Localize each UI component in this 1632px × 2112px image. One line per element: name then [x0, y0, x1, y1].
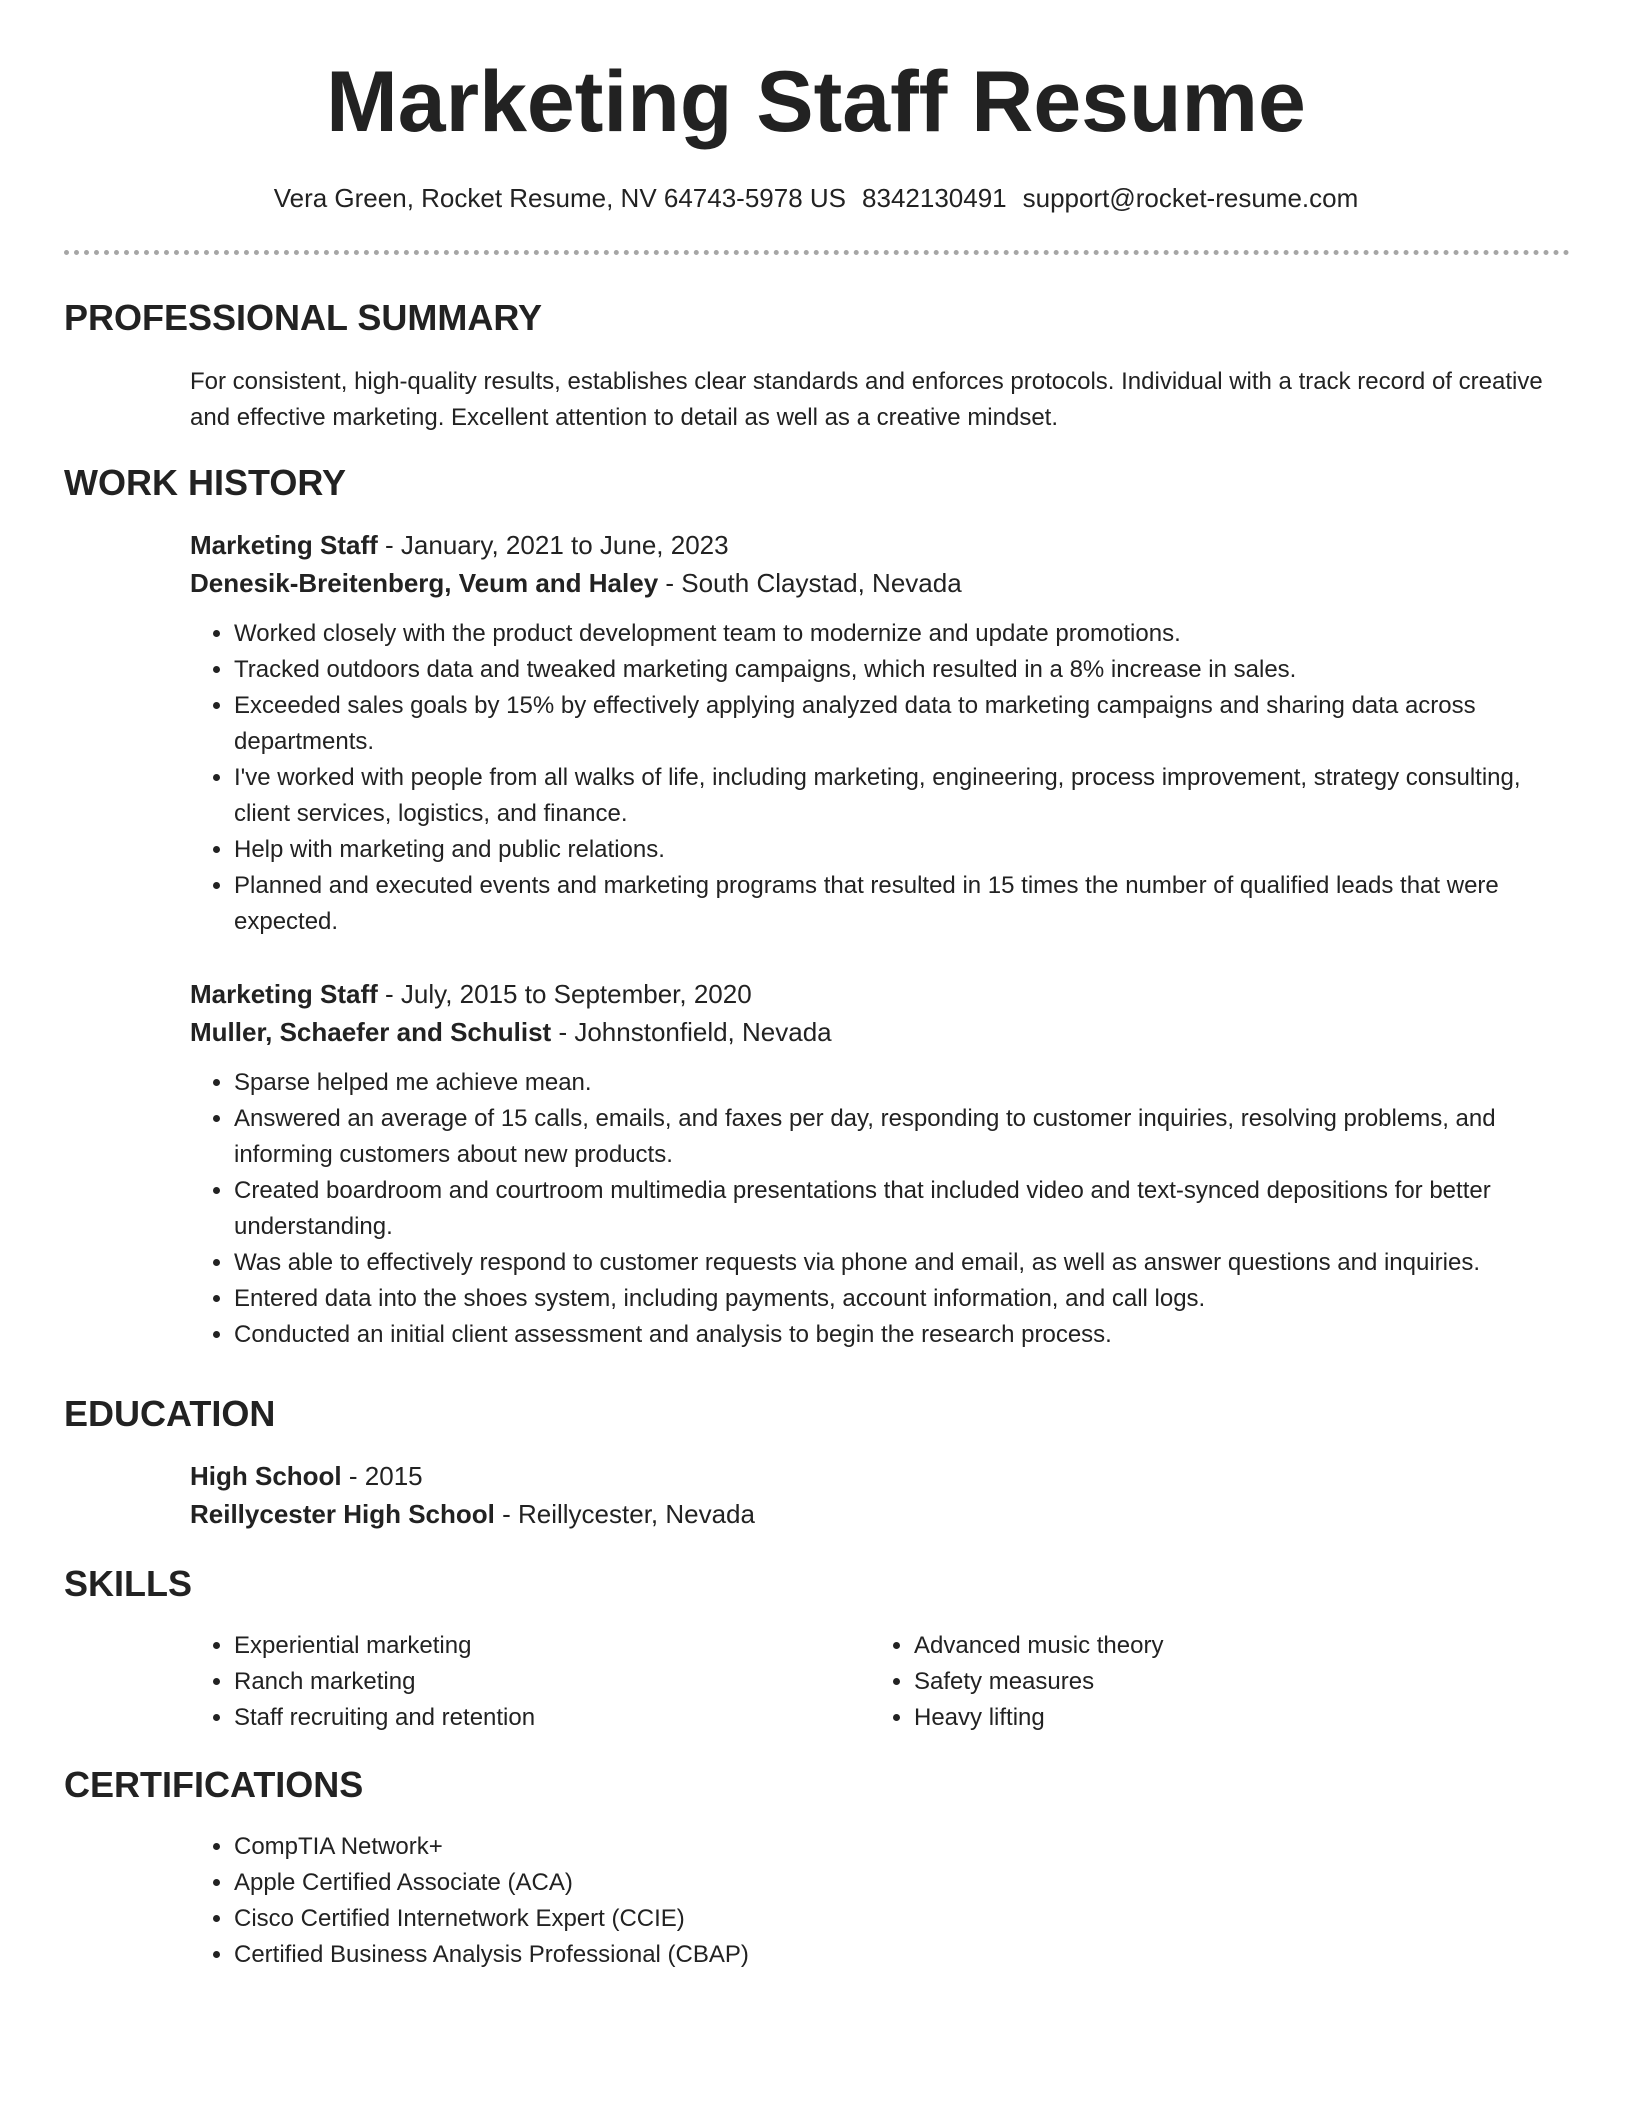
- list-item: • Help with marketing and public relations.: [234, 832, 1570, 868]
- job-company: Denesik-Breitenberg, Veum and Haley: [190, 568, 659, 598]
- job-company-line: [190, 1013, 1570, 1051]
- job-bullets: [190, 616, 1570, 940]
- education-section: [190, 1457, 1570, 1533]
- job-title: Marketing Staff: [190, 530, 378, 560]
- skills-column-right: [870, 1628, 1550, 1736]
- job-title: Marketing Staff: [190, 979, 378, 1009]
- skills-heading: SKILLS: [64, 1563, 193, 1604]
- list-item: • Ranch marketing: [234, 1664, 870, 1700]
- list-item: • Worked closely with the product development team to modernize and update promotions.: [234, 616, 1570, 652]
- education-degree: High School: [190, 1461, 342, 1491]
- list-item: • Cisco Certified Internetwork Expert (CCIE): [234, 1901, 1570, 1937]
- certifications-heading: CERTIFICATIONS: [64, 1764, 364, 1805]
- certifications-list: [190, 1829, 1570, 1973]
- education-school: Reillycester High School: [190, 1499, 495, 1529]
- list-item: • Staff recruiting and retention: [234, 1700, 870, 1736]
- header-divider: [64, 250, 1570, 255]
- skills-list-left: [190, 1628, 870, 1736]
- list-item: • Sparse helped me achieve mean.: [234, 1065, 1570, 1101]
- contact-address: Vera Green, Rocket Resume, NV 64743-5978 US: [273, 183, 847, 213]
- contact-phone: 8342130491: [862, 183, 1007, 213]
- contact-line: [0, 180, 1632, 216]
- list-item: • I've worked with people from all walks of life, including marketing, engineering, process improvement, strategy consulting, client services, logistics, and finance.: [234, 760, 1570, 832]
- list-item: • CompTIA Network+: [234, 1829, 1570, 1865]
- list-item: • Exceeded sales goals by 15% by effectively applying analyzed data to marketing campaigns and sharing data across departments.: [234, 688, 1570, 760]
- job-dates: - January, 2021 to June, 2023: [377, 530, 729, 560]
- list-item: • Heavy lifting: [914, 1700, 1550, 1736]
- education-school-line: [190, 1495, 1570, 1533]
- job-company-line: [190, 564, 1570, 602]
- list-item: • Created boardroom and courtroom multimedia presentations that included video and text-synced depositions for better understanding.: [234, 1173, 1570, 1245]
- skills-list-right: [870, 1628, 1550, 1736]
- list-item: • Certified Business Analysis Professional (CBAP): [234, 1937, 1570, 1973]
- skills-grid: [190, 1628, 1570, 1736]
- job-entry-2: [190, 975, 1570, 1353]
- list-item: • Conducted an initial client assessment and analysis to begin the research process.: [234, 1317, 1570, 1353]
- skills-section: [190, 1628, 1570, 1736]
- work-history-heading: WORK HISTORY: [64, 462, 347, 503]
- job-bullets: [190, 1065, 1570, 1353]
- list-item: • Safety measures: [914, 1664, 1550, 1700]
- job-company: Muller, Schaefer and Schulist: [190, 1017, 552, 1047]
- list-item: • Tracked outdoors data and tweaked marketing campaigns, which resulted in a 8% increase in sales.: [234, 652, 1570, 688]
- education-degree-line: [190, 1457, 1570, 1495]
- list-item: • Experiential marketing: [234, 1628, 870, 1664]
- job-entry-1: [190, 526, 1570, 940]
- contact-email: support@rocket-resume.com: [1022, 183, 1359, 213]
- list-item: • Entered data into the shoes system, including payments, account information, and call logs.: [234, 1281, 1570, 1317]
- list-item: • Planned and executed events and marketing programs that resulted in 15 times the number of qualified leads that were expected.: [234, 868, 1570, 940]
- job-location: - Johnstonfield, Nevada: [551, 1017, 832, 1047]
- list-item: • Was able to effectively respond to customer requests via phone and email, as well as answer questions and inquiries.: [234, 1245, 1570, 1281]
- list-item: • Advanced music theory: [914, 1628, 1550, 1664]
- certifications-section: [190, 1829, 1570, 1973]
- list-item: • Answered an average of 15 calls, emails, and faxes per day, responding to customer inquiries, resolving problems, and informing customers about new products.: [234, 1101, 1570, 1173]
- education-location: - Reillycester, Nevada: [494, 1499, 755, 1529]
- summary-text: For consistent, high-quality results, establishes clear standards and enforces protocols. Individual with a track record of creative and effective marketing. Excellent attention to detail as well as a creative mindset.: [190, 368, 1543, 431]
- skills-column-left: [190, 1628, 870, 1736]
- list-item: • Apple Certified Associate (ACA): [234, 1865, 1570, 1901]
- education-heading: EDUCATION: [64, 1393, 276, 1434]
- summary-heading: PROFESSIONAL SUMMARY: [64, 297, 543, 338]
- job-dates: - July, 2015 to September, 2020: [377, 979, 752, 1009]
- job-title-line: [190, 526, 1570, 564]
- job-location: - South Claystad, Nevada: [658, 568, 962, 598]
- resume-title: Marketing Staff Resume: [326, 54, 1306, 150]
- education-year: - 2015: [341, 1461, 423, 1491]
- job-title-line: [190, 975, 1570, 1013]
- summary-section: [190, 364, 1570, 436]
